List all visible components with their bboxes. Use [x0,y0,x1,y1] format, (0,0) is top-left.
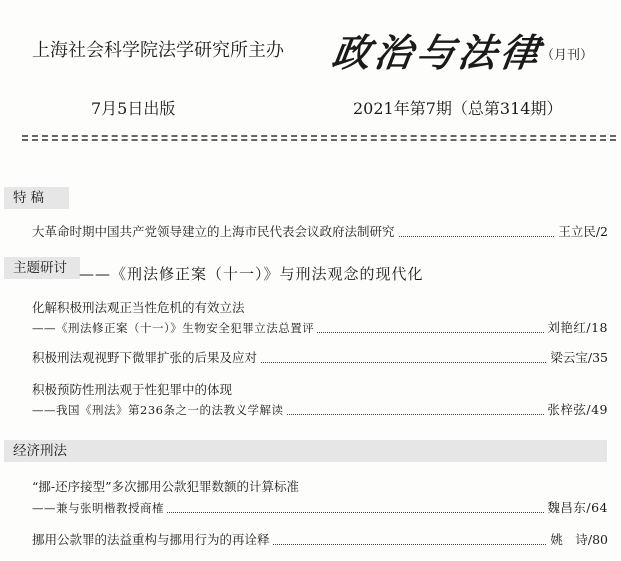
entry-title: 大革命时期中国共产党领导建立的上海市民代表会议政府法制研究 [32,224,398,239]
issue-number: 2021年第7期（总第314期） [353,99,563,118]
toc-entry[interactable] [32,348,608,368]
journal-title: 政治与法律 [329,30,546,75]
article-title[interactable]: 积极预防性刑法观于性犯罪中的体现 [32,382,233,397]
toc-entry[interactable] [32,530,608,550]
header-divider-bottom [22,139,616,141]
toc-entry[interactable] [32,498,608,518]
entry-subtitle: ——我国《刑法》第236条之一的法教义学解读 [32,403,286,417]
frequency-label: （月刊） [541,48,594,63]
toc-entry[interactable] [32,222,608,242]
entry-author-page: 张梓弦/49 [544,400,608,420]
sponsor-text: 上海社会科学院法学研究所主办 [32,40,284,61]
header-divider-top [22,135,616,137]
entry-author-page: 姚 诗/80 [547,530,608,550]
publication-date: 7月5日出版 [91,99,176,118]
toc-entry[interactable] [32,318,608,338]
toc-entry[interactable] [32,400,608,420]
entry-author-page: 魏昌东/64 [544,498,608,518]
section-label-economic: 经济刑法 [4,440,607,462]
article-title[interactable]: “挪-还序接型”多次挪用公款犯罪数额的计算标准 [32,479,300,494]
section-label-topic: 主题研讨 [4,257,80,279]
entry-author-page: 刘艳红/18 [544,318,608,338]
entry-title: 积极刑法观视野下微罪扩张的后果及应对 [32,350,260,365]
topic-title: ——《刑法修正案（十一）》与刑法观念的现代化 [79,265,424,283]
section-label-special: 特稿 [4,187,69,209]
entry-subtitle: ——兼与张明楷教授商榷 [32,501,167,515]
article-title[interactable]: 化解积极刑法观正当性危机的有效立法 [32,300,245,315]
entry-author-page: 梁云宝/35 [547,348,608,368]
entry-title: 挪用公款罪的法益重构与挪用行为的再诠释 [32,532,273,547]
entry-subtitle: ——《刑法修正案（十一）》生物安全犯罪立法总置评 [32,321,317,335]
entry-author-page: 王立民/2 [555,222,608,242]
